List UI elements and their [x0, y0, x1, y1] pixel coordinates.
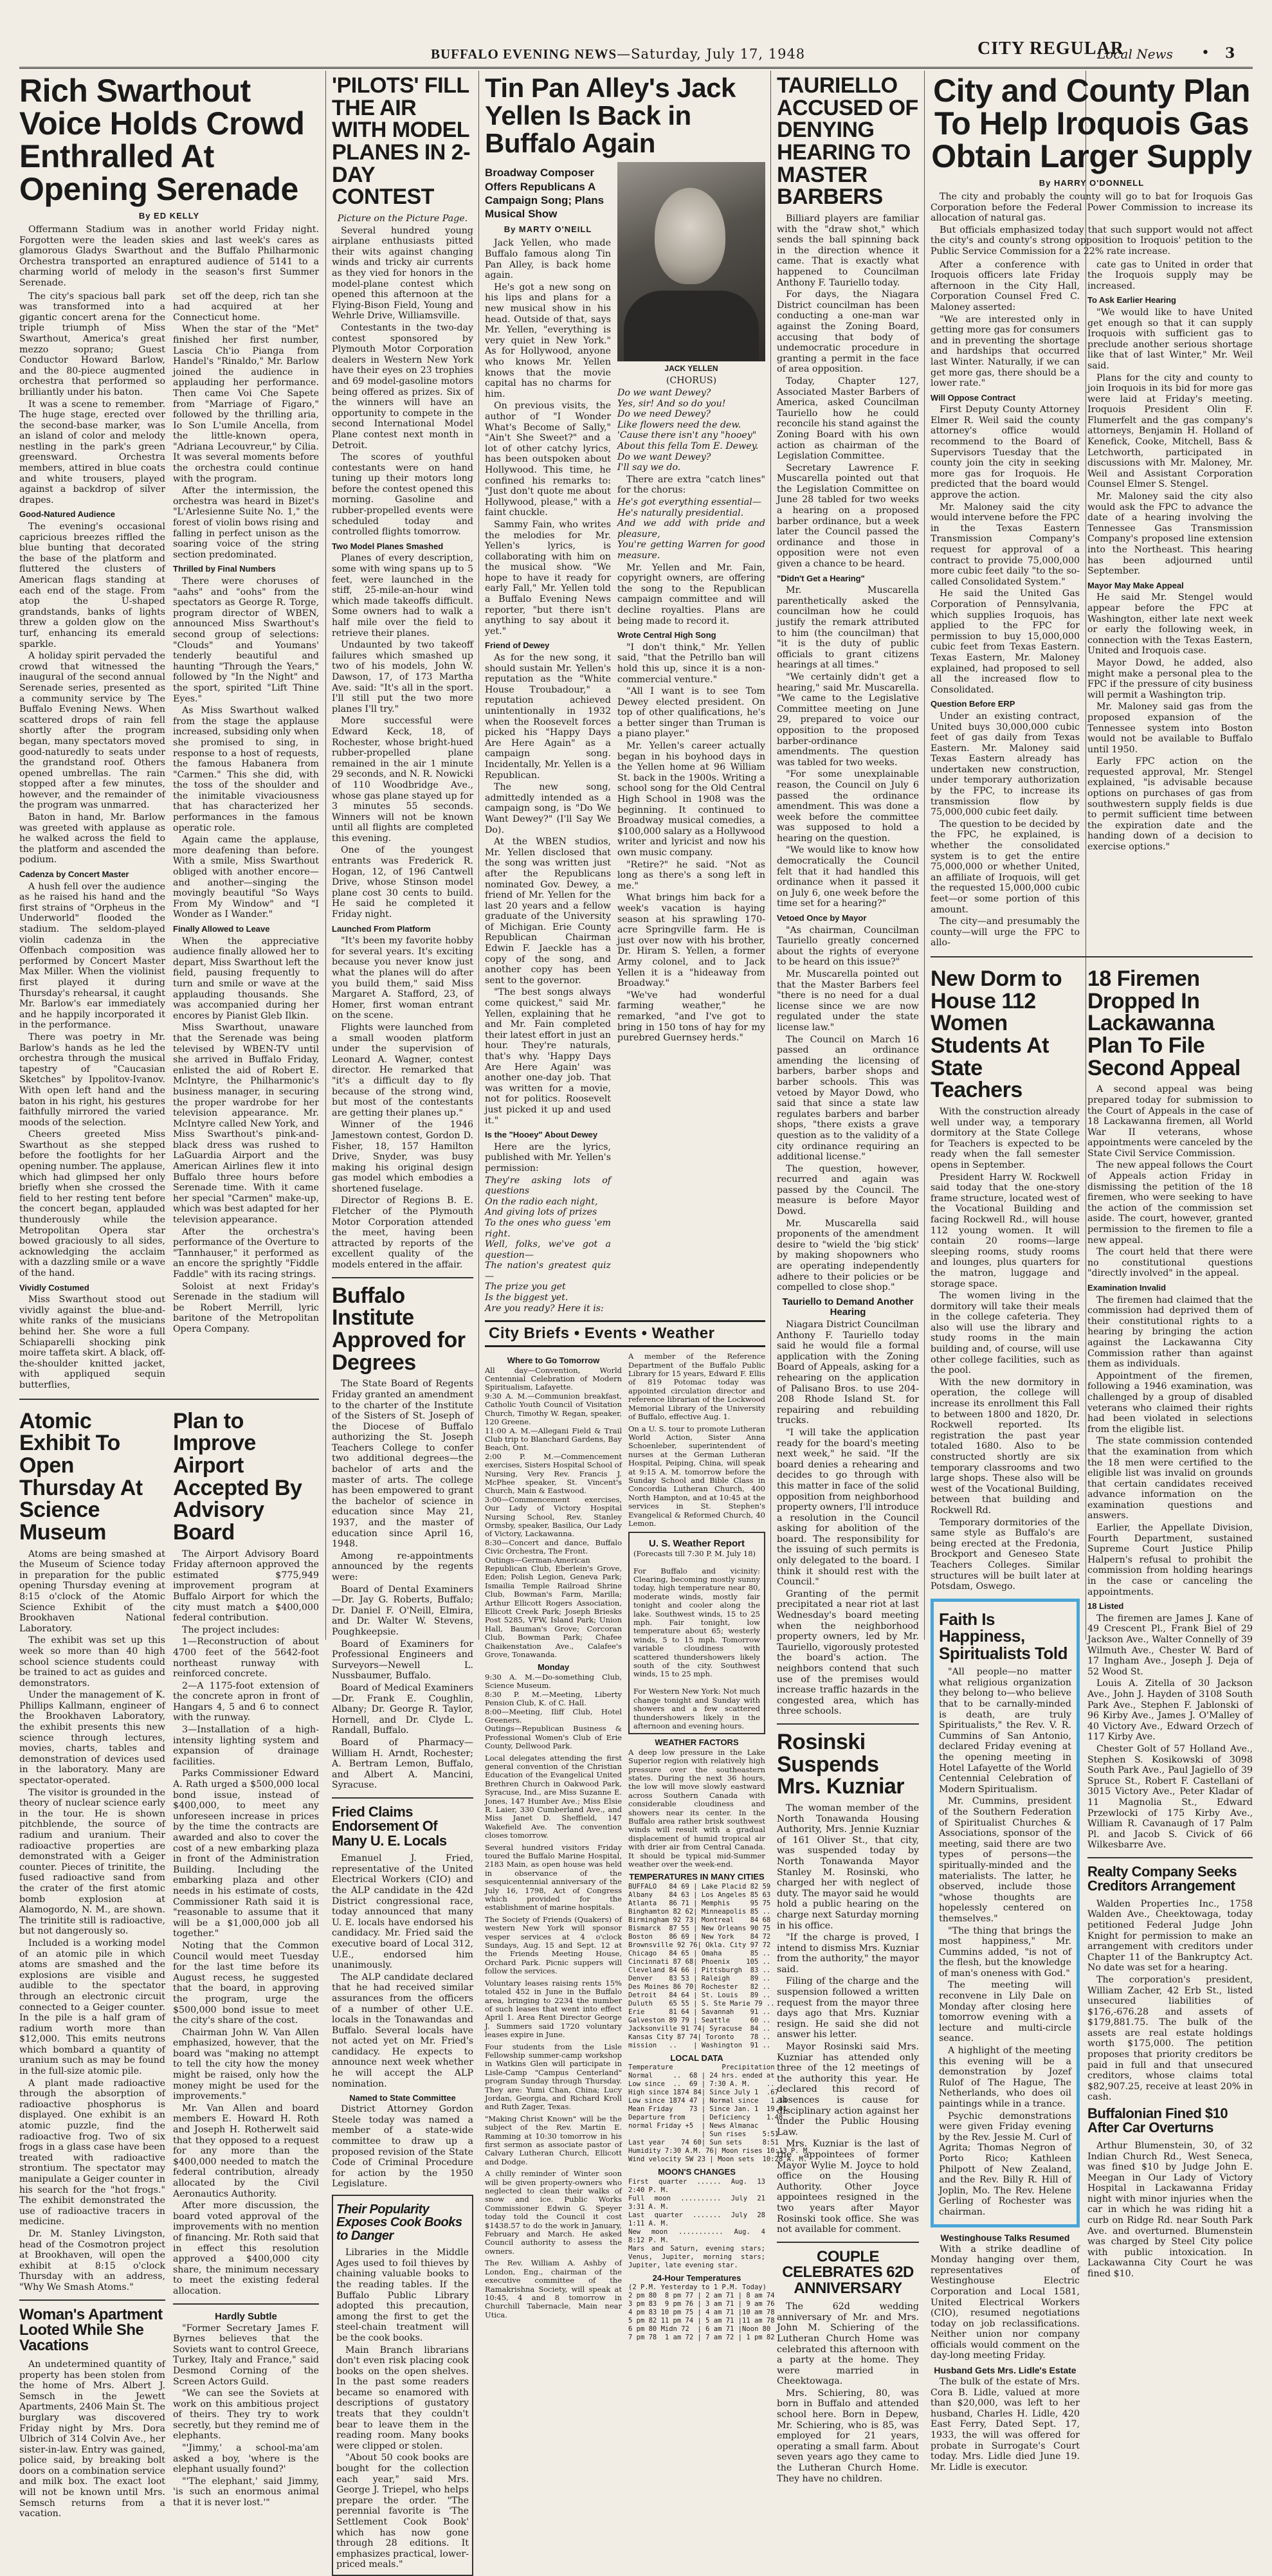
- column-a: [19, 71, 319, 2519]
- headline-committee: Named to State Committee: [349, 2093, 456, 2103]
- byline: By ED KELLY: [138, 211, 200, 221]
- headline-city-county: City and County Plan To Help Iroquois Gas Obtain Larger Supply: [931, 73, 1252, 174]
- article-realty: Walden Properties Inc., 1758 Walden Ave., Cheektowaga, today petitioned Federal Judge John Knight for permission to make an arrangement with creditors under Chapter 11 of the Bankruptcy Act. No date was set for a hearing. The corporation's president, William Zacher, 42 Erb St., listed unsecured liabilities of $176,-676.28 and assets of $179,881.75. The bulk of the assets are real estate holdings worth $175,000. The petition proposes that priority creditors be paid in full and that unsecured creditors, whose claims total $82,907.25, receive at least 20% in cash.: [1087, 1898, 1253, 2103]
- article-fried: Emanuel J. Fried, representative of the United Electrical Workers (CIO) and the ALP candidate in the 42d District congressional race, today announced that many U. E. locals have endorsed his candidacy. Mr. Fried said the executive board of Local 312, U.E., endorsed him unanimously. The ALP candidate declared that he had received similar assurances from the officers of a number of other U.E. locals in the Tonawandas and Buffalo. Several locals have not acted yet on Mr. Fried's candidacy. He expects to announce next week whether he will accept the ALP nomination.: [332, 1853, 473, 2089]
- article-cookbooks: Their Popularity Exposes Cook Books to Danger Libraries in the Middle Ages used to foil thieves by chaining valuable books to the reading tables. If the Buffalo Public Library adopted this precaution, among the first to get the steel-chain treatment will be the cook books. Main Branch librarians don't even risk placing cook books on the open shelves. In the past some readers became so enamored with descriptions of gustatory treats that they couldn't bear to leave them in the reading room. Many books were clipped or stolen. "About 50 cook books are bought for the collection each year," said Mrs. George J. Triepel, who helps prepare the order. "The perennial favorite is 'The Settlement Cook Book' which has now gone through 28 editions. It emphasizes practical, lower-priced meals.": [332, 2195, 473, 2576]
- masthead: [19, 39, 1253, 69]
- article-city-col1: After a conference with Iroquois officers late Friday afternoon in the City Hall, Corporation Counsel Fred C. Maloney asserted: "We are interested only in getting more gas for consumers and in preventing the shortage and hardships that occurred last Winter. Naturally, if we can get more gas, there should be a lower rate." Will Oppose Contract First Deputy County Attorney Elmer R. Weil said the county attorney's office would recommend to the Board of Supervisors Tuesday that the county join the city in seeking more gas for Iroquois. He predicted that the board would approve the action. Mr. Maloney said the city would intervene before the FPC in the Texas Eastern Transmission Company's request for approval of a contract to provide 75,000,000 more cubic feet daily "to the so-called Consolidated System." He said the United Gas Corporation of Pennsylvania, which supplies Iroquois, has applied to the FPC for permission to buy 15,000,000 cubic feet from Texas Eastern. Texas Eastern, Mr. Maloney explained, had proposed to sell all the increased flow to Consolidated. Question Before ERP Under an existing contract, United buys 30,000,000 cubic feet of gas daily from Texas Eastern. Mr. Maloney said Texas Eastern already has undertaken new construction, under temporary authorization by the FPC, to increase its transmission flow by 75,000,000 cubic feet daily. The question to be decided by the FPC, he explained, is whether the consolidated system is to get the entire 75,000,000 or whether United, an affiliate of Iroquois, will get the requested 15,000,000 cubic feet—or some portion of this amount. The city—and presumably the county—will urge the FPC to allo-: [931, 259, 1080, 948]
- paper-date: —Saturday, July 17, 1948: [617, 46, 806, 62]
- article-tauriello: Billiard players are familiar with the "draw shot," which sends the ball spinning back in the direction whence it came. That is exactly what happened to Councilman Anthony F. Tauriello today. For days, the Niagara District councilman has been conducting a one-man war against the Zoning Board, accusing that body of undemocratic procedure in granting a permit in the face of area opposition. Today, Chapter 127, Associated Master Barbers of America, asked Councilman Tauriello how he could reconcile his stand against the Zoning Board with his own action as chairman of the Legislation Committee. Secretary Lawrence F. Muscarella pointed out that the Legislation Committee on June 28 tabled for two weeks a hearing on a proposed barber ordinance, but a week later the Council passed the ordinance and those in opposition were not even given a chance to be heard. "Didn't Get a Hearing" Mr. Muscarella parenthetically asked the councilman how he could justify the remark attributed to him (the councilman) that "it is the duty of public officials to grant citizens hearings at all times." "We certainly didn't get a hearing," said Mr. Muscarella. "We came to the Legislative Committee meeting on June 29, prepared to voice our opposition to the proposed barber-ordinance amendments. The question was tabled for two weeks. "For some unexplainable reason, the Council on July 6 passed the ordinance amendment. This was done a week before the committee was supposed to hold a hearing on the question. "We would like to know how democratically the Council felt that it had handled this ordinance when it passed it on July 6, one week before the time set for a hearing?" Vetoed Once by Mayor "As chairman, Councilman Tauriello greatly concerned about the rights of everyone to be heard on this issue?" Mr. Muscarella pointed out that the Master Barbers feel "there is no need for a dual license since we are now regulated under the state license law." The Council on March 16 passed an ordinance amending the licensing of barbers, barber shops and barber schools. This was vetoed by Mayor Dowd, who said that since a state law regulates barbers and barber shops, "there exists a grave question as to the validity of a city ordinance requiring an additional license." The question, however, recurred and again was passed by the Council. The measure is before Mayor Dowd. Mr. Muscarella said proponents of the amendment desire to "wield the 'big stick' by making shopowners who are operating independently adhere to their policies or be compelled to close shop." Tauriello to Demand Another Hearing Niagara District Councilman Anthony F. Tauriello today said he would file a formal application with the Zoning Board of Appeals, asking for a rehearing on the application of Palisano Bros. to use 204-208 Rhode Island St. for repairing and rebuilding trucks. "I will take the application ready for the board's meeting next week," he said. "If the board denies a rehearing and decides to go through with this matter in face of the solid opposition from neighborhood property owners, I'll introduce a resolution in the Council asking for abolition of the board. The responsibility for the issuing of such permits is only delegated to the board. I think it should rest with the Council." Granting of the permit precipitated a near riot at last Wednesday's board meeting when the neighborhood property owners, led by Mr. Tauriello, vigorously protested the board's action. The neighbors contend that such use of the premises would increase traffic hazards in the congested area, which has three schools.: [777, 213, 919, 1717]
- page-number: 3: [1225, 45, 1235, 62]
- article-airport: Plan to Improve Airport Accepted By Advisory Board The Airport Advisory Board Friday afternoon approved the estimated $775,949 improvement program at Buffalo Airport for which the city must match a $400,000 federal contribution. The project includes: 1—Reconstruction of about 4700 feet of the 5642-foot northeast runway with reinforced concrete. 2—A 1175-foot extension of the concrete apron in front of Hangars 4, 5 and 6 to connect with the runway. 3—Installation of a high-intensity lighting system and expansion of drainage facilities. Parks Commissioner Edward A. Rath urged a $500,000 local bond issue, instead of $400,000, to meet any unforeseen increase in prices by the time the contracts are awarded and also to cover the cost of a new embarking plaza in front of the Administration Building. Including the embarking plaza and other needs in his estimate of costs, Commissioner Rath said it is "reasonable to assume that it will be a $1,000,000 job all together." Noting that the Common Council would meet Tuesday for the last time before its August recess, he suggested that the board, in approving the program, urge the $500,000 bond issue to meet the city's share of the cost. Chairman John W. Van Allen emphasized, however, that the board was "making no attempt to tell the city how the money might be raised, only how the money might be used for the improvements." Mr. Van Allen and board members E. Howard H. Roth and Joseph H. Rotherwelt said that they opposed to a request for any more than the $400,000 needed to match the federal contribution, already allocated by the Civil Aeronautics Authority. After more discussion, the board voted approval of the improvements with no mention of financing. Mr. Roth said that in effect this resolution approved a $400,000 city share, the minimum necessary to meet the existing federal allocation. Hardly Subtle "Former Secretary James F. Byrnes believes that the Soviets want to control Greece, Turkey, Italy and France," said Desmond Corning of the Screen Actors Guild. "We can see the Soviets at work on this ambitious project of theirs. They try to work secretly, but they remind me of elephants. "'Jimmy,' a school-ma'am asked a boy, 'where is the elephant usually found?' "'The elephant,' said Jimmy, 'is such an enormous animal that it is never lost.'": [173, 1408, 319, 2508]
- article-firemen: A second appeal was being prepared today for submission to the Court of Appeals in the case of 18 Lackawanna firemen, all World War II veterans, whose appointments were canceled by the State Civil Service Commission. The new appeal follows the Court of Appeals action Friday in dismissing the petition of the 18 firemen, who were seeking to have the action of the commission set aside. The court, however, granted permission to the firemen to file a new appeal. The court held that there were no constitutional questions "directly involved" in the appeal. Examination Invalid The firemen had claimed that the commission had deprived them of their constitutional rights to a hearing by bringing the action against the Lackawanna City Commission rather than against them as individuals. Appointment of the firemen, following a 1946 examination, was challenged by a group of disabled veterans who claimed their rights had been violated in selections from the eligible list. The state commission contended that the examination from which the 18 men were certified to the eligible list was invalid on grounds that certain candidates received advance information on the examination questions and answers. Earlier, the Appellate Division, Fourth Department, sustained Supreme Court Justice Philip Halpern's refusal to prohibit the commission from holding hearings in the case or canceling the appointments. 18 Listed The firemen are James J. Kane of 49 Crescent Pl., Frank Biel of 29 Jackson Ave., Walter Connelly of 39 Wilmuth Ave., Chester W. Bard of 17 Ingham Ave., Joseph J. Deja of 52 Wood St. Louis A. Zitella of 30 Jackson Ave., John J. Hayden of 3108 South Park Ave., Stephen F. Jablonski of 96 Kirby Ave., James J. O'Malley of 40 Victory Ave., Edward Orzech of 117 Kirby Ave. Chester Golt of 57 Holland Ave., Stephen S. Kosikowski of 3098 South Park Ave., Paul Jagiello of 39 Spruce St., Robert F. Castellani of 3015 Victory Ave., Peter Kladar of 11 Magnolia St., Edward Przewlocki of 175 Kirby Ave., William R. Cavanaugh of 17 Palm Pl. and Jacob S. Civick of 66 Wilkesbarre Ave.: [1087, 1084, 1253, 1851]
- section-label: Local News: [1097, 46, 1173, 62]
- briefs-banner: City Briefs • Events • Weather: [485, 1320, 765, 1347]
- article-dorm: With the construction already well under way, a temporary dormitory at the State College for Teachers is expected to be ready when the fall semester opens in September. President Harry W. Rockwell said today that the one-story frame structure, located west of the Vocational Building and facing Rockwell Rd., will house 112 young women. It will contain 20 rooms—large sleeping rooms, study rooms and lounges, plus quarters for the matron, luggage and storage space. The women living in the dormitory will take their meals in the college cafeteria. They also will use the library and study rooms in the main building and, of course, will use other college facilities, such as the pool. With the new dormitory in operation, the college will increase its enrollment this Fall to between 1800 and 1820, Dr. Rockwell reported. Its registration the past year totaled 1680. Also to be constructed shortly are six temporary classrooms and two large shops. These also will be west of the Vocational Building, between that building and Rockwell Rd. Temporary dormitories of the same style as Buffalo's are being erected at the Fredonia, Brockport and Geneseo State Teachers Colleges. Similar structures will be built later at Potsdam, Oswego.: [931, 1107, 1080, 1592]
- article-pilots: Picture on the Picture Page. Several hundred young airplane enthusiasts pitted their wits against changing winds and tricky air currents as they vied for honors in the model-plane contest which opened this afternoon at the Flying-Bison Field, Young and Wehrle Drive, Williamsville. Contestants in the two-day contest sponsored by Plymouth Motor Corporation dealers in Western New York have their eyes on 23 trophies and 69 model-gasoline motors being offered as prizes. Six of the winners will have an opportunity to compete in the second International Model Plane contest next month in Detroit. The scores of youthful contestants were on hand tuning up their motors long before the contest opened this morning. Gasoline and rubber-propelled events were scheduled today and controlled flights tomorrow. Two Model Planes Smashed Planes of every description, some with wing spans up to 5 feet, were launched in the stiff, 25-mile-an-hour wind which made takeoffs difficult. Some owners had to walk a half mile over the field to retrieve their planes. Undaunted by two takeoff failures which smashed up two of his models, John W. Dawson, 17, of 173 Martha Ave. said: "It's all in the sport. I'll still put the two more planes I'll try." More successful were Edward Keck, 18, of Rochester, whose bright-hued rubber-propelled plane remained in the air 1 minute 29 seconds, and N. R. Nowicki of 110 Woodbridge Ave., whose gas plane stayed up for 3 minutes 55 seconds. Winners will not be known until all flights are completed this evening. One of the youngest entrants was Frederick R. Hogan, 12, of 196 Cantwell Drive, whose Stinson model plane cost 30 cents to build. He said he completed it Friday night. Launched From Platform "It's been my favorite hobby for several years. It's exciting because you never know just what the planes will do after you build them," said Miss Margaret A. Stafford, 23, of Homer, first woman entrant on the scene. Flights were launched from a small wooden platform under the supervision of Leonard A. Wagner, contest director. He remarked that "it's a difficult day to fly because of the strong wind, but most of the contestants are getting their planes up." Winner of the 1946 Jamestown contest, Gordon D. Fisher, 18, 157 Hamilton Drive, Snyder, was busy making his original design gas model which embodies a shortened fuselage. Director of Regions B. E. Fletcher of the Plymouth Motor Corporation attended the meet, having been attracted by reports of the excellent quality of the models entered in the affair.: [332, 213, 473, 1271]
- column-rule: [325, 71, 326, 1640]
- hourly-temperatures-table: (2 P.M. Yesterday to 1 P.M. Today) 2 pm 80 8 pm 77 | 2 am 71 | 8 am 74 3 pm 83 9 pm 76 | 3 am 71 | 9 am 76 4 pm 83 10 pm 75 | 4 am 71 |10 am 78 5 pm 82 11 pm 74 | 5 am 71 |11 am 78 6 pm 80 Midn 72 | 6 am 71 |Noon 80 7 pm 78 1 am 72 | 7 am 72 | 1 pm 82: [628, 2283, 775, 2342]
- bullet-icon: •: [1201, 45, 1210, 61]
- headline-faith: Faith Is Happiness, Spiritualists Told: [939, 1609, 1068, 1663]
- article-institute: The State Board of Regents Friday granted an amendment to the charter of the Institute of the Sisters of St. Joseph of the Diocese of Buffalo authorizing the St. Joseph Teachers College to confer two additional degrees—the bachelor of arts and the master of arts. The college has been empowered to grant the bachelor of science in education since May 21, 1937, and the master of education since April 16, 1948. Among re-appointments announced by the regents were: Board of Dental Examiners—Dr. Jay G. Roberts, Buffalo; Dr. Daniel F. O'Neill, Elmira, and Dr. Walter W. Stevens, Poughkeepsie. Board of Examiners for Professional Engineers and Surveyors—Newell L. Nussbaumer, Buffalo. Board of Medical Examiners—Dr. Frank E. Coughlin, Albany; Dr. George R. Taylor, Hornell, and Dr. Clyde L. Randall, Buffalo. Board of Pharmacy—William H. Arndt, Rochester; A. Bertram Lemon, Buffalo, and Albert A. Mancini, Syracuse.: [332, 1379, 473, 1791]
- column-c: [332, 71, 473, 2570]
- article-buffalonian: Arthur Blumenstein, 30, of 32 Indian Church Rd., West Seneca, was fined $10 by Judge John E. Meegan in Our Lady of Victory Hospital in Lackawanna Friday night with minor injuries when the car in which he was riding hit a curb on Ridge Rd. near South Park Ave. and overturned. Blumenstein was charged by Steel City police with public intoxication. In Lackawanna City Court he was fined $10.: [1087, 2140, 1253, 2280]
- article-tinpan-col2: JACK YELLEN (CHORUS) Do we want Dewey? Yes, sir! And so do you! Do we need Dewey? Like flowers need the dew. 'Cause there isn't any "hooey" About this fella Tom E. Dewey. Do we want Dewey? I'll say we do. There are extra "catch lines" for the chorus: He's got everything essential— He's naturally presidential. And we add with pride and pleasure, You're getting Warren for good measure. Mr. Yellen and Mr. Fain, copyright owners, are offering the song to the Republican campaign committee and will decline royalties. Plans are being made to record it. Wrote Central High Song "I don't think," Mr. Yellen said, "that the Petrillo ban will hold this up, since it is a non-commercial venture." "All I want is to see Tom Dewey elected president. On top of other qualifications, he's a better singer than Truman is a piano player." Mr. Yellen's career actually began in his boyhood days in the Yellen home at 96 William St. back in the 1900s. Writing a school song for the Old Central High School in 1908 was the beginning. It continued to Broadway musical comedies, a $100,000 salary as a Hollywood writer and lyricist and now his own music company. "Retire?" he said. "Not as long as there's a song left in me." What brings him back for a week's vacation is haying season at his sprawling 170-acre Springville farm. He is just over now with his brother, Dr. Hiram S. Yellen, a former Army colonel, and to Jack Yellen it is a "hideaway from Broadway." "We've had wonderful farming weather," he remarked, "and I've got to bring in 150 tons of hay for my purebred Guernsey herds.": [617, 162, 765, 1315]
- headline-dorm: New Dorm to House 112 Women Students At State Teachers: [931, 966, 1062, 1103]
- column-rule: [478, 71, 479, 1640]
- edition-label: CITY REGULAR: [977, 39, 1124, 59]
- headline-husband: Husband Gets Mrs. Lidle's Estate: [934, 2365, 1077, 2376]
- city-temperatures-table: BUFFALO 84 69 | Lake Placid 82 59 Albany 84 63 | Los Angeles 85 63 Atlanta 86 71 | Memphis 95 75 Binghamton 82 62| Minneapolis 85 .. Birmingham 92 73| Montreal 84 68 Bismarck 87 55 | New Orleans 90 75 Boston 86 69 | New York 84 72 Brownsville 92 76| Okla. City 97 72 Chicago 84 65 | Omaha 85 .. Cincinnati 87 68| Phoenix 105 .. Cleveland 84 66 | Pittsburgh 83 .. Denver 83 53 | Raleigh 89 .. Des Moines 86 70| Rochester 82 .. Detroit 84 64 | St. Louis 89 .. Duluth 65 55 | S. Ste Marie 79 .. Erie 81 64 | Savannah 91 .. Galveston 89 79 | Seattle 60 .. Jacksonville 91 74| Syracuse 84 .. Kansas City 87 74| Toronto 78 .. mission .. | Washington 91 ..: [628, 1882, 775, 2049]
- divider: [19, 1399, 319, 1400]
- paper-name: BUFFALO EVENING NEWS: [431, 46, 617, 62]
- article-faith-highlighted: Faith Is Happiness, Spiritualists Told "All people—no matter what religious organization they belong to—who believe that to be carnally-minded is death, are truly Spiritualists," the Rev. V. R. Cummins of San Antonio, declared Friday evening at the opening meeting in Hotel Lafayette of the World Centennial Celebration of Modern Spiritualism. Mr. Cummins, president of the Southern Federation of Spiritualist Churches & Associations, sponsor of the meeting, said there are two types of persons—the spiritually-minded and the materialists. The latter, he observed, include those "whose thoughts are hopelessly centered on themselves." "The thing that brings the most happiness," Mr. Cummins added, "is not of the flesh, but the knowledge of man's oneness with God." The meeting will reconvene in Lily Dale on Monday after closing here tomorrow evening with a lecture and multi-circle seance. A highlight of the meeting this evening will be a demonstration by Jozef Rulof of The Hague, The Netherlands, who does oil paintings while in a trance. Psychic demonstrations were given Friday evening by the Rev. Jessie M. Curl of Agrita; Thomas Negron of Porto Rico; Kathleen Philpott of New Zealand, and the Rev. Billy R. Hill of Joplin, Mo. The Rev. Helene Gerling of Rochester was chairman.: [931, 1599, 1080, 2227]
- headline-fried: Fried Claims Endorsement Of Many U. E. Locals: [332, 1803, 447, 1849]
- divider: [931, 956, 1253, 957]
- weather-report: U. S. Weather Report (Forecasts till 7:30 P. M. July 18) For Buffalo and vicinity: Clearing, becoming mostly sunny today, high temperature near 80, moderate winds, mostly fair tonight and cooler along the lake. Southwest winds, 15 to 25 mph. Fair tonight, low temperature about 65; westerly winds, 5 to 15 mph. Tomorrow variable cloudiness with scattered thundershowers likely south of the city. Southwest winds, 15 to 25 mph. For Western New York: Not much change tonight and Sunday with showers and a few scattered thundershowers likely in the afternoon and evening hours.: [628, 1532, 765, 1734]
- divider: [19, 2299, 165, 2301]
- column-de: [485, 71, 812, 2342]
- photo-caption: JACK YELLEN: [664, 364, 718, 374]
- divider: [777, 2242, 919, 2243]
- briefs-col1: Where to Go Tomorrow All day—Convention, World Centennial Celebration of Modern Spiritualism, Lafayette. 9:30 A. M.—Communion breakfast, Catholic Youth Council of Visitation Church, Timothy W. Regan, speaker, 120 Greene. 11:00 A. M.—Allegani Field & Trail Club trip to Blanchard Gardens, Bay Beach, Ont. 2:00 P. M.—Commencement exercises, Sisters Hospital School of Nursing, Very Rev. Francis J. McPhee speaker, St. Vincent's Church, Main & Eastwood. 3:00—Commencement exercises, Our Lady of Victory Hospital Nursing School, Rev. Stanley Ormsby, speaker, Basilica, Our Lady of Victory, Lackawanna. 8:30—Concert and dance, Buffalo Civic Orchestra, The Front. Outings—German-American Republican Club, Eberlein's Grove, Eden; Polish Legion, Geneva Park; Ismailia Temple Railroad Shrine Club, Bowman's Farm, Marilla; Arthur Ellicott Rogers Association, Ellicott Creek Park; Joseph Briesks Post 5285, VFW, Island Park; Union Hall, Bauman's Grove; Corcoran Club, Bowman Park; Chafee Chaikenstation Ave., Calafee's Grove, Tonawanda. Monday 9:30 A. M.—Do-something Club, Science Museum. 8:30 P. M.—Meeting, Liberty Pension Club, K. of C. Hall. 8:00—Meeting, Iliff Club, Hotel Greeners. Outings—Republican Business & Professional Women's Club of Erie County, Dellwood Park. Local delegates attending the first general convention of the Christian Education of the Evangelical United Brethren Church in Oakwood Park, Syracuse, Ind., are Miss Suzanne E. Jones, 147 Humber Ave.; Miss Elsie R. Laier, 330 Cumberland Ave., and Miss Janet D. Sheffield, 147 Wakefield Ave. The convention closes tomorrow. Several hundred visitors Friday toured the Buffalo Marine Hospital, 2183 Main, as open house was held in observance of the sesquicentennial anniversary of the July 16, 1798, Act of Congress which provided for the establishment of marine hospitals. The Society of Friends (Quakers) of western New York will sponsor vesper services at 4 o'clock Sundays, Aug. 15 and Sept. 12 at the Friends Meeting House, Orchard Park. Picnic suppers will follow the services. Voluntary leases raising rents 15% totaled 452 in June in the Buffalo area, bringing to 2234 the number of such leases that went into effect April 1. Area Rent Director George J. Summers said 1720 voluntary leases expire in June. Four students from the Lisle Fellowship summer-camp workshop in Watkins Glen will participate in Lisle-Camp "Campus Centerland" program Sunday through Thursday. They are: Yumi Chan, China; Lucy Jordan, Georgia, and Richard Kroll and Ruth Zager, Texas. "Making Christ Known" will be the subject of the Rev. Martin E. Ramming at 10:30 tomorrow in his first sermon as associate pastor of Calvary Lutheran Church, Ellicott and Dodge. A chilly reminder of Winter soon will be given property-owners who neglected to clean their walks of snow and ice. Public Works Commissioner Edwin G. Speyer today told the Council it cost $1438.57 to do the work in January, February and March. He asked Council authority to assess the owners. The Rev. William A. Ashby of London, Eng., chairman of the executive committee of the Ramakrishna Society, will speak at 10:45, 4 and 8 tomorrow in Churchill Tabernacle, Main near Utica.: [485, 1356, 622, 2319]
- article-rosinski: The woman member of the North Tonawanda Housing Authority, Mrs. Jennie Kuzniar of 161 Oliver St., that city, was suspended today by North Tonawanda Mayor Stanley M. Rosinski, who charged her with neglect of duty. The mayor said he would hold a public hearing on the charge next Saturday morning in his office. "If the charge is proved, I intend to dismiss Mrs. Kuzniar from the authority," the mayor said. Filing of the charge and the suspension followed a written request from the mayor three days ago that Mrs. Kuzniar resign. He said she did not answer his letter. Mayor Rosinski said Mrs. Kuzniar has attended only three of the 12 meetings of the authority this year. He declared this record of absences is cause for disciplinary action against her under the Public Housing Law. Mrs. Kuzniar is the last of the appointees of former Mayor Wylie M. Joyce to hold office on the Housing Authority. Other Joyce appointees resigned in the two years after Mayor Rosinski took office. She was not available for comment.: [777, 1802, 919, 2235]
- article-tinpan-col1: Broadway Composer Offers Republicans A Campaign Song; Plans Musical Show By MARTY O'NEILL Jack Yellen, who made Buffalo famous along Tin Pan Alley, is back home again. He's got a new song on his lips and plans for a new musical show in his head. Outside of that, says Mr. Yellen, "everything is very quiet in New York." As for Hollywood, anyone who knows Mr. Yellen knows that the movie capital has no charms for him. On previous visits, the author of "I Wonder What's Become of Sally," "Ain't She Sweet?" and a lot of other catchy lyrics, has been outspoken about Hollywood. This time, he confined his remarks to: "Just don't quote me about Hollywood, please," with a faint chuckle. Sammy Fain, who writes the melodies for Mr. Yellen's lyrics, is collaborating with him on the musical show. "We hope to have it ready for early Fall," Mr. Yellen told a Buffalo Evening News reporter, "but there isn't anything to say about it yet." Friend of Dewey As for the new song, it should sustain Mr. Yellen's reputation as the "White House Troubadour," a reputation achieved unintentionally in 1932 when the Roosevelt forces picked his "Happy Days Are Here Again" as a campaign song. Incidentally, Mr. Yellen is a Republican. The new song, admittedly intended as a campaign song, is "Do We Want Dewey?" (I'll Say We Do). At the WBEN studios, Mr. Yellen disclosed that the song was written just after the Republicans nominated Gov. Dewey, a friend of Mr. Yellen for the last 20 years and a fellow graduate of the University of Michigan. Erie County Republican Chairman Edwin F. Jaeckle has a copy of the song, and another copy has been sent to the governor. "The best songs always come quickest," said Mr. Yellen, explaining that he and Mr. Fain completed their latest effort in just an hour. They're naturals, that's why. 'Happy Days Are Here Again' was another one-day job. That was written for a movie, not for politics. Roosevelt just picked it up and used it." Is the "Hooey" About Dewey Here are the lyrics, published with Mr. Yellen's permission: They're asking lots of questions On the radio each night, And giving lots of prizes To the ones who guess 'em right. Well, folks, we've got a question— The nation's greatest quiz— The prize you get Is the biggest yet. Are you ready? Here it is:: [485, 167, 611, 1314]
- headline-pilots: 'PILOTS' FILL THE AIR WITH MODEL PLANES IN 2-DAY CONTEST: [332, 73, 471, 210]
- headline-couple: COUPLE CELEBRATES 62D ANNIVERSARY: [782, 2247, 914, 2297]
- article-city-col2: cate gas to United in order that the Iroquois supply may be increased. To Ask Earlier Hearing "We would like to have United get enough so that it can supply Iroquois with sufficient gas to preclude another serious shortage like that of last Winter," Mr. Weil said. Plans for the city and county to join Iroquois in its bid for more gas were laid at Friday's meeting. Iroquois President Olin F. Flumerfelt and the gas company's attorneys, Benjamin H. Holland of Kenefick, Cooke, Mitchell, Bass & Letchworth, participated in discussions with Mr. Maloney, Mr. Weil and Assistant Corporation Counsel Elmer S. Stengel. Mr. Maloney said the city also would ask the FPC to advance the date of a hearing involving the Tennessee Gas Transmission Company's proposed line extension into the Northeast. This hearing has been adjourned until September. Mayor May Make Appeal He said Mr. Stengel would appear before the FPC at Washington, either late next week or early the following week, in connection with the Texas Eastern, United and Iroquois case. Mayor Dowd, he added, also might make a personal plea to the FPC if the pressure of city business will permit a Washington trip. Mr. Maloney said gas from the proposed expansion of the Tennessee system into Boston would not be available to Buffalo until 1950. Early FPC action on the requested approval, Mr. Stengel explained, "is advisable because options on purchases of gas from southwestern supply fields is due to permit sufficient time between the expiration date and the handing down of a decision to exercise options.": [1087, 259, 1253, 853]
- local-data-table: Temperature Precipitation Normal .. 68 | 24 hrs. ended at Low since .. 69 | 7:30 A. M. .. High since 1874 84| Since July 1 .67 Low since 1874 47 | Normal since 1.34 Mean Friday 73 | Since Jan. 1 19.01 Departure from | Deficiency 1.48 normal Friday +5 | News Almanac | Sun rises 5:51 Last year 74 60| Sun sets 8:51 Humidity 7:30 A.M. 76| Moon rises 10:13 P. M. Wind velocity SW 23 | Moon sets 10:28 A. M.: [628, 2064, 812, 2164]
- briefs-col2: A member of the Reference Department of the Buffalo Public Library for 15 years, Edward F. Ellis of 819 Potomac today was appointed circulation director and reference librarian of the Lockwood Memorial Library of the University of Buffalo, effective Aug. 1. On a U. S. tour to promote Lutheran World Action, Sister Anna Schoenleber, superintendent of nurses at the German Lutheran Hospital, Peiping, China, will speak at 9:15 A. M. tomorrow before the Sunday School and Bible Class in Concordia Lutheran Church, 400 North Hampton, and at 10:45 at the services in St. Stephen's Evangelical & Reformed Church, 40 Lemon. U. S. Weather Report (Forecasts till 7:30 P. M. July 18) For Buffalo and vicinity: Clearing, becoming mostly sunny today, high temperature near 80, moderate winds, mostly fair tonight and cooler along the lake. Southwest winds, 15 to 25 mph. Fair tonight, low temperature about 65; westerly winds, 5 to 15 mph. Tomorrow variable cloudiness with scattered thundershowers likely south of the city. Southwest winds, 15 to 25 mph. For Western New York: Not much change tonight and Sunday with showers and a few scattered thundershowers likely in the afternoon and evening hours. WEATHER FACTORS A deep low pressure in the Lake Superior region with relatively high pressure over the southeastern states. During the next 36 hours, the low will move slowly eastward across Southern Canada with considerable cloudiness and showers near its center. In the Buffalo area rather brisk southwest winds will result with a gradual displacement of humid tropical air with drier air from Central Canada. It should be typical mid-Summer weather over the week-end. TEMPERATURES IN MANY CITIES BUFFALO 84 69 | Lake Placid 82 59 Albany 84 63 | Los Angeles 85 63 Atlanta 86 71 | Memphis 95 75 Binghamton 82 62| Minneapolis 85 .. Birmingham 92 73| Montreal 84 68 Bismarck 87 55 | New Orleans 90 75 Boston 86 69 | New York 84 72 Brownsville 92 76| Okla. City 97 72 Chicago 84 65 | Omaha 85 .. Cincinnati 87 68| Phoenix 105 .. Cleveland 84 66 | Pittsburgh 83 .. Denver 83 53 | Raleigh 89 .. Des Moines 86 70| Rochester 82 .. Detroit 84 64 | St. Louis 89 .. Duluth 65 55 | S. Ste Marie 79 .. Erie 81 64 | Savannah 91 .. Galveston 89 79 | Seattle 60 .. Jacksonville 91 74| Syracuse 84 .. Kansas City 87 74| Toronto 78 .. mission .. | Washington 91 .. LOCAL DATA Temperature Precipitation Normal .. 68 | 24 hrs. ended at Low since .. 69 | 7:30 A. M. .. High since 1874 84| Since July 1 .67 Low since 1874 47 | Normal since 1.34 Mean Friday 73 | Since Jan. 1 19.01 Departure from | Deficiency 1.48 normal Friday +5 | News Almanac | Sun rises 5:51 Last year 74 60| Sun sets 8:51 Humidity 7:30 A.M. 76| Moon rises 10:13 P. M. Wind velocity SW 23 | Moon sets 10:28 A. M. MOON'S CHANGES First quarter ...... Aug. 13 2:40 P. M. Full moon .......... July 21 3:31 A. M. Last quarter ....... July 28 1:11 A. M. New moon ........... Aug. 4 8:12 P. M. Mars and Saturn, evening stars; Venus, Jupiter, morning stars; Jupiter, late evening star. 24-Hour Temperatures (2 P.M. Yesterday to 1 P.M. Today) 2 pm 80 8 pm 77 | 2 am 71 | 8 am 74 3 pm 83 9 pm 76 | 3 am 71 | 9 am 76 4 pm 83 10 pm 75 | 4 am 71 |10 am 78 5 pm 82 11 pm 74 | 5 am 71 |11 am 78 6 pm 80 Midn 72 | 6 am 71 |Noon 80 7 pm 78 1 am 72 | 7 am 72 | 1 pm 82: [628, 1352, 812, 2342]
- column-f: [777, 71, 919, 2484]
- headline-buffalonian: Buffalonian Fined $10 After Car Overturns: [1087, 2105, 1228, 2136]
- headline-swarthout: Rich Swarthout Voice Holds Crowd Enthralled At Opening Serenade: [19, 73, 305, 207]
- headline-rosinski: Rosinski Suspends Mrs. Kuzniar: [777, 1729, 905, 1799]
- headline-tinpan: Tin Pan Alley's Jack Yellen Is Back in Buffalo Again: [485, 73, 736, 158]
- article-committee: District Attorney Gordon Steele today was named a member of a state-wide committee to draw up a proposed revision of the State Code of Criminal Procedure for action by the 1950 Legislature.: [332, 2104, 473, 2190]
- headline-apartment: Woman's Apartment Looted While She Vacations: [19, 2305, 163, 2355]
- column-gh: City and County Plan To Help Iroquois Gas Obtain Larger Supply By HARRY O'DONNELL The city and probably the county will go to bat for Iroquois Gas Corporation before the Federal Power Commission to increase its allocation of natural gas. But officials emphasized today that such support would not affect the city's and county's strong opposition to Iroquois' petition to the Public Service Commission for a 22% rate increase. After a conference with Iroquois officers late Friday afternoon in the City Hall, Corporation Counsel Fred C. Maloney asserted: "We are interested only in getting more gas for consumers and in preventing the shortage and hardships that occurred last Winter. Naturally, if we can get more gas, there should be a lower rate." Will Oppose Contract First Deputy County Attorney Elmer R. Weil said the county attorney's office would recommend to the Board of Supervisors Tuesday that the county join the city in seeking more gas for Iroquois. He predicted that the board would approve the action. Mr. Maloney said the city would intervene before the FPC in the Texas Eastern Transmission Company's request for approval of a contract to provide 75,000,000 more cubic feet daily "to the so-called Consolidated System." He said the United Gas Corporation of Pennsylvania, which supplies Iroquois, has applied to the FPC for permission to buy 15,000,000 cubic feet from Texas Eastern. Texas Eastern, Mr. Maloney explained, had proposed to sell all the increased flow to Consolidated. Question Before ERP Under an existing contract, United buys 30,000,000 cubic feet of gas daily from Texas Eastern. Mr. Maloney said Texas Eastern already has undertaken new construction, under temporary authorization by the FPC, to increase its transmission flow by 75,000,000 cubic feet daily. The question to be decided by the FPC, he explained, is whether the consolidated system is to get the entire 75,000,000 or whether United, an affiliate of Iroquois, will get the requested 15,000,000 cubic feet—or some portion of this amount. The city—and presumably the county—will urge the FPC to allo- cate gas to United in order that the Iroquois supply may be increased. To Ask Earlier Hearing "We would like to have United get enough so that it can supply Iroquois with sufficient gas to preclude another serious shortage like that of last Winter," Mr. Weil said. Plans for the city and county to join Iroquois in its bid for more gas were laid at Friday's meeting. Iroquois President Olin F. Flumerfelt and the gas company's attorneys, Benjamin H. Holland of Kenefick, Cooke, Mitchell, Bass & Letchworth, participated in discussions with Mr. Maloney, Mr. Weil and Assistant Corporation Counsel Elmer S. Stengel. Mr. Maloney said the city also would ask the FPC to advance the date of a hearing involving the Tennessee Gas Transmission Company's proposed line extension into the Northeast. This hearing has been adjourned until September. Mayor May Make Appeal He said Mr. Stengel would appear before the FPC at Washington, either late next week or early the following week, in connection with the Texas Eastern, United and Iroquois case. Mayor Dowd, he added, also might make a personal plea to the FPC if the pressure of city business will permit a Washington trip. Mr. Maloney said gas from the proposed expansion of the Tennessee system into Boston would not be available to Buffalo until 1950. Early FPC action on the requested approval, Mr. Stengel explained, "is advisable because options on purchases of gas from southwestern supply fields is due to permit sufficient time between the expiration date and the handing down of a decision to exercise options." New Dorm to House 112 Women Students At State Teachers With the construction already well under way, a temporary dormitory at the State College for Teachers is expected to be ready when the fall semester opens in September. President Harry W. Rockwell said today that the one-story frame structure, located west of the Vocational Building and facing Rockwell Rd., will house 112 young women. It will contain 20 rooms—large sleeping rooms, study rooms and lounges, plus quarters for the matron, luggage and storage space. The women living in the dormitory will take their meals in the college cafeteria. They also will use the library and study rooms in the main building and, of course, will use other college facilities, such as the pool. With the new dormitory in operation, the college will increase its enrollment this Fall to between 1800 and 1820, Dr. Rockwell reported. Its registration the past year totaled 1680. Also to be constructed shortly are six temporary classrooms and two large shops. These also will be west of the Vocational Building, between that building and Rockwell Rd. Temporary dormitories of the same style as Buffalo's are being erected at the Fredonia, Brockport and Geneseo State Teachers Colleges. Similar structures will be built later at Potsdam, Oswego. Faith Is Happiness, Spiritualists Told "All people—no matter what religious organization they belong to—who believe that to be carnally-minded is death, are truly Spiritualists," the Rev. V. R. Cummins of San Antonio, declared Friday evening at the opening meeting in Hotel Lafayette of the World Centennial Celebration of Modern Spiritualism. Mr. Cummins, president of the Southern Federation of Spiritualist Churches & Associations, sponsor of the meeting, said there are two types of persons—the spiritually-minded and the materialists. The latter, he observed, include those "whose thoughts are hopelessly centered on themselves." "The thing that brings the most happiness," Mr. Cummins added, "is not of the flesh, but the knowledge of man's oneness with God." The meeting will reconvene in Lily Dale on Monday after closing here tomorrow evening with a lecture and multi-circle seance. A highlight of the meeting this evening will be a demonstration by Jozef Rulof of The Hague, The Netherlands, who does oil paintings while in a trance. Psychic demonstrations were given Friday evening by the Rev. Jessie M. Curl of Agrita; Thomas Negron of Porto Rico; Kathleen Philpott of New Zealand, and the Rev. Billy R. Hill of Joplin, Mo. The Rev. Helene Gerling of Rochester was chairman. Westinghouse Talks Resumed With a strike deadline of Monday hanging over them, representatives of Westinghouse Electric Corporation and Local 1581, United Electrical Workers (CIO), resumed negotiations today on job reclassifications. Neither union nor company officials would comment on the day-long meeting Friday. Husband Gets Mrs. Lidle's Estate The bulk of the estate of Mrs. Cora B. Lidle, valued at more than $20,000, was left to her husband, Charles H. Lidle, 420 East Ferry, Dated Sept. 17, 1933, the will was offered for probate in Surrogate's Court today. Mrs. Lidle died June 19. Mr. Lidle is executor. 18 Firemen Dropped In Lackawanna Plan To File Second Appeal A second appeal was being prepared today for submission to the Court of Appeals in the case of 18 Lackawanna firemen, all World War II veterans, whose appointments were canceled by the State Civil Service Commission. The new appeal follows the Court of Appeals action Friday in dismissing the petition of the 18 firemen, who were seeking to have the action of the commission set aside. The court, however, granted permission to the firemen to file a new appeal. The court held that there were no constitutional questions "directly involved" in the appeal. Examination Invalid The firemen had claimed that the commission had deprived them of their constitutional rights to a hearing by bringing the action against the Lackawanna City Commission rather than against them as individuals. Appointment of the firemen, following a 1946 examination, was challenged by a group of disabled veterans who claimed their rights had been violated in selections from the eligible list. The state commission contended that the examination from which the 18 men were certified to the eligible list was invalid on grounds that certain candidates received advance information on the examination questions and answers. Earlier, the Appellate Division, Fourth Department, sustained Supreme Court Justice Philip Halpern's refusal to prohibit the commission from holding hearings in the case or canceling the appointments. 18 Listed The firemen are James J. Kane of 49 Crescent Pl., Frank Biel of 29 Jackson Ave., Walter Connelly of 39 Wilmuth Ave., Chester W. Bard of 17 Ingham Ave., Joseph J. Deja of 52 Wood St. Louis A. Zitella of 30 Jackson Ave., John J. Hayden of 3108 South Park Ave., Stephen F. Jablonski of 96 Kirby Ave., James J. O'Malley of 40 Victory Ave., Edward Orzech of 117 Kirby Ave. Chester Golt of 57 Holland Ave., Stephen S. Kosikowski of 3098 South Park Ave., Paul Jagiello of 39 Spruce St., Robert F. Castellani of 3015 Victory Ave., Peter Kladar of 11 Magnolia St., Edward Przewlocki of 175 Kirby Ave., William R. Cavanaugh of 17 Palm Pl. and Jacob S. Civick of 66 Wilkesbarre Ave. Realty Company Seeks Creditors Arrangement Walden Properties Inc., 1758 Walden Ave., Cheektowaga, today petitioned Federal Judge John Knight for permission to make an arrangement with creditors under Chapter 11 of the Bankruptcy Act. No date was set for a hearing. The corporation's president, William Zacher, 42 Erb St., listed unsecured liabilities of $176,-676.28 and assets of $179,881.75. The bulk of the assets are real estate holdings worth $175,000. The petition proposes that priority creditors be paid in full and that unsecured creditors, whose claims total $82,907.25, receive at least 20% in cash. Buffalonian Fined $10 After Car Overturns Arthur Blumenstein, 30, of 32 Indian Church Rd., West Seneca, was fined $10 by Judge John E. Meegan in Our Lady of Victory Hospital in Lackawanna Friday night with minor injuries when the car in which he was riding hit a curb on Ridge Rd. near South Park Ave. and overturned. Blumenstein was charged by Steel City police with public intoxication. In Lackawanna City Court he was fined $10.: [931, 73, 1253, 2472]
- headline-realty: Realty Company Seeks Creditors Arrangement: [1087, 1863, 1237, 1894]
- headline-firemen: 18 Firemen Dropped In Lackawanna Plan To File Second Appeal: [1087, 966, 1240, 1080]
- photo-jack-yellen: [617, 162, 765, 361]
- divider: [332, 1797, 473, 1799]
- article-couple: The 62d wedding anniversary of Mr. and Mrs. John M. Schiering of the Lutheran Church Home was celebrated this afternoon with a party at the home. They were married in Cheektowaga. Mrs. Schiering, 80, was born in Buffalo and attended school here. Born in Depew, Mr. Schiering, who is 85, was employed for 21 years, operating a small farm. About seven years ago they came to the Lutheran Church Home. They have no children.: [777, 2301, 919, 2484]
- article-swarthout-col2: set off the deep, rich tan she had acquired at her Connecticut home. When the star of the "Met" finished her first number, Lascia Ch'io Pianga from Handel's "Rinaldo," Mr. Barlow joined the audience in applauding her performance. Then came Voi Che Sapete from "Marriage of Figaro," followed by the thrilling aria, Io Son L'umile Ancella, from the little-known opera, "Adriana Lecouvreur," by Cilia. It was several moments before the orchestra could continue with the program. After the intermission, the orchestra was heard in Bizet's "L'Arlesienne Suite No. 1," the forest of violin bows rising and falling in perfect unison as the soaring voice of the string section predominated. Thrilled by Final Numbers There were choruses of "aahs" and "oohs" from the spectators as George R. Torge, program director of WBEN, announced Miss Swarthout's second group of selections: "Clouds" and Youmans' tenderly beautiful and haunting "Through the Years," followed by "In the Night" and the sport, spirited "Lift Thine Eyes." As Miss Swarthout walked from the stage the applause increased, subsiding only when she promised to sing, in response to a host of requests, the famous Habanera from "Carmen." This she did, with the toss of the shoulder and the inimitable vivaciousness that has characterized her performances in the famous operatic role. Again came the applause, more deafening than before. With a smile, Miss Swarthout obliged with another encore—and another—singing the movingly beautiful "So Ways From My Window" and "I Wonder as I Wander." Finally Allowed to Leave When the appreciative audience finally allowed her to depart, Miss Swarthout left the field, pausing frequently to turn and smile or wave at the applauding thousands. She was accompanied during her encores by Pianist Gleb Ilkin. Miss Swarthout, unaware that the Serenade was being televised by WBEN-TV until she arrived in Buffalo Friday, enlisted the aid of Robert E. McIntyre, the Philharmonic's business manager, in securing the proper wardrobe for her television appearance. Mr. McIntyre called New York, and Miss Swarthout's pink-and-black dress was rushed to LaGuardia Airport and the American Airlines flew it into Buffalo three hours before Serenade time. With it came her special "Carmen" make-up, which was best adapted for her television appearance. After the orchestra's performance of the Overture to "Tannhauser," it performed as an encore the sprightly "Fiddle Faddle" with its racing strings. Soloist at next Friday's Serenade in the stadium will be Robert Merrill, lyric baritone of the Metropolitan Opera Company.: [173, 291, 319, 1334]
- article-atoms: Atomic Exhibit To Open Thursday At Science Museum Atoms are being smashed at the Museum of Science today in preparation for the public opening Thursday evening at 8:15 o'clock of the Atomic Science Exhibit of the Brookhaven National Laboratory. The exhibit was set up this week so more than 40 high school science students could be trained to act as guides and demonstrators. Under the management of K. Phillips Kallmann, engineer of the Brookhaven Laboratory, the exhibit presents this new science through lectures, movies, charts, tables and demonstration of devices used in the laboratory. Many are spectator-operated. The visitor is grounded in the theory of nuclear science early in the tour. He is shown pitchblende, the source of radium and uranium. Their radioactive properties are demonstrated with a Geiger counter. Pieces of trinitite, the fused radioactive sand from the crater of the first atomic bomb explosion at Alamogordo, N. M., are shown. The trinitite still is radioactive, but not dangerously so. Included is a working model of an atomic pile in which atoms are smashed and the explosions are visible and audible to the spectator through an electronic circuit connected to a Geiger counter. In the pile is a half gram of radium worth more than $12,000. This emits neutrons which bombard a quantity of uranium such as may be found in the full-size atomic pile. A plant made radioactive through the absorption of radioactive phosphorus is displayed. One exhibit is an atomic puzzle, find the radioactive frog. Two of six frogs in a glass case have been treated with radioactive strontium. The spectator may manipulate a Geiger counter in his search for the "hot frogs." The exhibit demonstrated the use of radioactive tracers in medicine. Dr. M. Stanley Livingston, head of the Cosmotron project at Brookhaven, will open the exhibit at 8:15 o'clock Thursday with an address, "Why We Smash Atoms." Woman's Apartment Looted While She Vacations An undetermined quantity of property has been stolen from the home of Mrs. Albert J. Semsch in the Jewett Apartments, 2406 Main St. The burglary was discovered Friday night by Mrs. Dora Ulbrich of 314 Colvin Ave., her sister-in-law. Entry was gained, police said, by breaking bolt doors on a combination service and milk box. The exact loot will not be known until Mrs. Semsch returns from a vacation.: [19, 1408, 165, 2519]
- article-swarthout-lead: Offermann Stadium was in another world Friday night. Forgotten were the leaden skies and last week's cares as glamorous Gladys Swarthout and the Buffalo Philharmonic Orchestra transported an enraptured audience of 5141 to a charming world of melody in the season's first Summer Serenade.: [19, 224, 319, 288]
- article-swarthout-col1: The city's spacious ball park was transformed into a gigantic concert arena for the triple triumph of Miss Swarthout, America's great mezzo soprano; Guest Conductor Howard Barlow, and the 80-piece augmented orchestra that performed so brilliantly under his baton. It was a scene to remember. The huge stage, erected over the second-base marker, was an island of color and melody nestling in the park's green greensward. Orchestra members, attired in blue coats and white trousers, played against a backdrop of silver drapes. Good-Natured Audience The evening's occasional capricious breezes riffled the blue bunting that decorated the base of the platform and fluttered the clusters of American flags standing at each end of the stage. From atop the U-shaped grandstands, banks of lights threw a golden glow on the turf, enhancing its emerald sparkle. A holiday spirit pervaded the crowd that witnessed the inaugural of the second annual Serenade series, presented as a community service by The Buffalo Evening News. When scattered drops of rain fell shortly after the program began, many spectators moved good-naturedly to seats under the grandstand roof. Others opened umbrellas. The rain stopped after a few minutes, however, and the remainder of the program was unmarred. Baton in hand, Mr. Barlow was greeted with applause as he walked across the field to the platform and ascended the podium. Cadenza by Concert Master A hush fell over the audience as he raised his hand and the first strains of "Orpheus in the Underworld" flooded the stadium. The seldom-played violin cadenza in the Offenbach composition was performed by Concert Master Max Miller. When the violinist first played it during Thursday's rehearsal, it caught Mr. Barlow's ear immediately and he happily incorporated it in the performance. There was poetry in Mr. Barlow's hands as he led the orchestra through the musical tapestry of "Caucasian Sketches" by Ippolitov-Ivanov. With open left hand and the baton in his right, his gestures faithfully mirrored the varied moods of the selection. Cheers greeted Miss Swarthout as she stepped before the footlights for her opening number. The applause, which had glimpsed her only briefly when she crossed the field to her resting tent before the concert began, applauded thunderously while the Metropolitan Opera star bowed graciously to all sides, acknowledging the acclaim with a dazzling smile or a wave of the hand. Vividly Costumed Miss Swarthout stood out vividly against the blue-and-white ranks of the musicians behind her. She wore a full Schiaparelli shocking pink moire taffeta skirt. A black, off-the-shoulder knitted jacket, with appliqued sequin butterflies,: [19, 291, 165, 1390]
- headline-tauriello: TAURIELLO ACCUSED OF DENYING HEARING TO MASTER BARBERS: [777, 73, 918, 210]
- headline-institute: Buffalo Institute Approved for Degrees: [332, 1283, 466, 1375]
- divider: [777, 1723, 919, 1725]
- column-rule: [924, 71, 925, 1640]
- headline-westinghouse: Westinghouse Talks Resumed: [940, 2232, 1070, 2243]
- moon-changes-table: First quarter ...... Aug. 13 2:40 P. M. Full moon .......... July 21 3:31 A. M. Last quarter ....... July 28 1:11 A. M. New moon ........... Aug. 4 8:12 P. M. Mars and Saturn, evening stars; Venus, Jupiter, morning stars; Jupiter, late evening star.: [628, 2177, 765, 2269]
- column-rule: [770, 71, 771, 1640]
- divider: [173, 2303, 319, 2305]
- divider: [1087, 1857, 1253, 1858]
- headline-hardly-subtle: Hardly Subtle: [215, 2310, 277, 2322]
- divider: [332, 1277, 473, 1278]
